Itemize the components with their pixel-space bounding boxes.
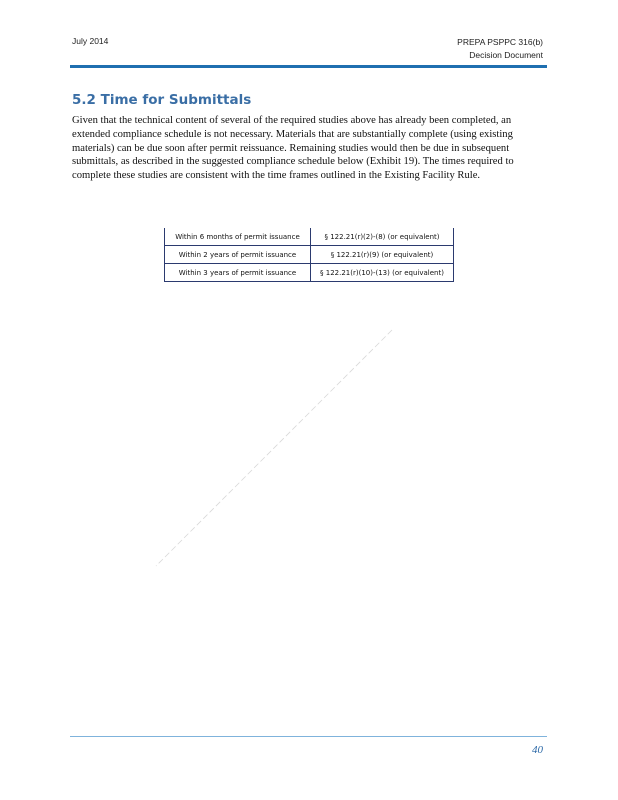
header-document-info [457, 36, 543, 62]
table-cell-time: Within 6 months of permit issuance [165, 228, 311, 246]
table-row [165, 246, 454, 264]
compliance-schedule-table [164, 228, 454, 282]
header-date: July 2014 [72, 36, 109, 46]
table-cell-requirement: § 122.21(r)(10)-(13) (or equivalent) [320, 268, 444, 277]
page-number: 40 [532, 744, 543, 756]
table-row [165, 228, 454, 246]
header-doc-id: PREPA PSPPC 316(b) [457, 37, 543, 47]
footer-rule [70, 736, 547, 737]
table-cell-requirement: § 122.21(r)(9) (or equivalent) [311, 246, 454, 264]
header-rule [70, 65, 547, 68]
header-doc-type: Decision Document [469, 50, 543, 60]
section-paragraph: Given that the technical content of several of the required studies above has already been completed, an extended compliance schedule is not necessary. Materials that are substantially complete (using existing materials) can be due soon after permit reissuance. Remaining studies would then be due in subsequent submittals, as described in the suggested compliance schedule below (Exhibit 19). The times required to complete these studies are consistent with the time frames outlined in the Existing Facility Rule. [72, 115, 514, 182]
table-cell-time: Within 3 years of permit issuance [165, 264, 311, 282]
table-row [165, 264, 454, 282]
table-cell-requirement: § 122.21(r)(2)-(8) (or equivalent) [311, 228, 454, 246]
table-cell-time: Within 2 years of permit issuance [165, 246, 311, 264]
section-title: 5.2 Time for Submittals [72, 92, 252, 108]
